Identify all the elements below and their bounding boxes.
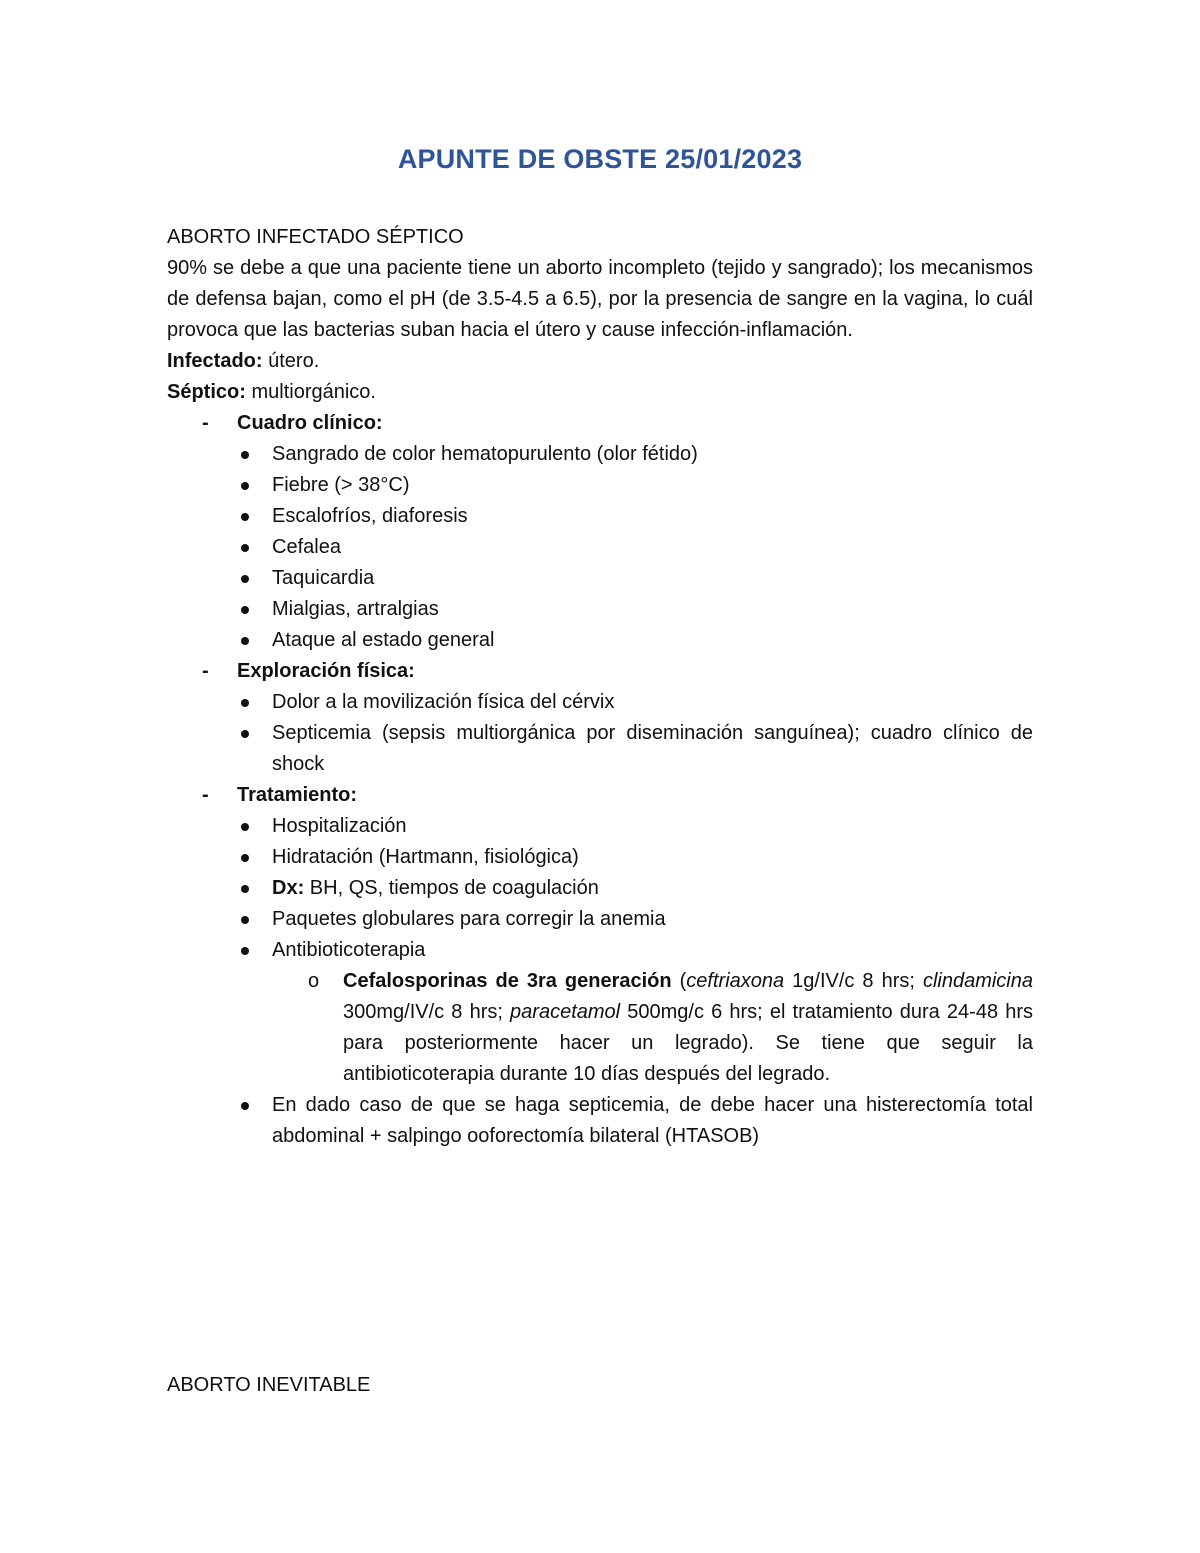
dx-label: Dx: — [272, 877, 305, 899]
infectado-line — [167, 346, 1033, 377]
exploracion-fisica-label: Exploración física: — [237, 660, 415, 682]
list-item-text: Sangrado de color hematopurulento (olor fétido) — [272, 443, 698, 465]
list-item — [237, 594, 1033, 625]
list-item-text: Taquicardia — [272, 567, 375, 589]
sub-list-item — [272, 966, 1033, 1090]
list-item — [237, 904, 1033, 935]
section-aborto-inevitable — [167, 1370, 370, 1401]
cuadro-clinico-list — [237, 439, 1033, 656]
bullet-icon — [241, 699, 249, 707]
list-item — [237, 625, 1033, 656]
drug-name: ceftriaxona — [686, 970, 785, 992]
sub-text: 1g/IV/c 8 hrs; — [784, 970, 923, 992]
dash-marker: - — [202, 412, 209, 434]
bullet-icon — [241, 575, 249, 583]
dash-marker: - — [202, 784, 209, 806]
list-item — [237, 439, 1033, 470]
section-heading: ABORTO INFECTADO SÉPTICO — [167, 226, 464, 248]
bullet-icon — [241, 916, 249, 924]
list-item — [237, 1090, 1033, 1152]
sub-text: ( — [671, 970, 687, 992]
list-item-text: Fiebre (> 38°C) — [272, 474, 410, 496]
bullet-icon — [241, 1102, 249, 1110]
dash-item-tratamiento — [167, 780, 1033, 1152]
tratamiento-label: Tratamiento: — [237, 784, 358, 806]
list-item — [237, 842, 1033, 873]
section-heading: ABORTO INEVITABLE — [167, 1374, 371, 1396]
list-item — [237, 501, 1033, 532]
dash-list — [167, 408, 1033, 1152]
list-item-text: En dado caso de que se haga septicemia, de debe hacer una histerectomía total abdominal + salpingo ooforectomía bilateral (HTASOB) — [272, 1094, 1033, 1147]
dx-text: BH, QS, tiempos de coagulación — [304, 877, 599, 899]
list-item-text: Escalofríos, diaforesis — [272, 505, 468, 527]
exploracion-fisica-list — [237, 687, 1033, 780]
dash-item-cuadro-clinico — [167, 408, 1033, 656]
septico-line — [167, 377, 1033, 408]
list-item-text: Cefalea — [272, 536, 341, 558]
list-item-text: Dolor a la movilización física del cérvix — [272, 691, 615, 713]
sub-text: 500mg/c 6 hrs; el tratamiento dura 24-48 hrs para posteriormente hacer un legrado). Se tiene que seguir la antibioticoterapia durante 10 días después del legrado. — [343, 1001, 1033, 1085]
list-item-text: Ataque al estado general — [272, 629, 495, 651]
list-item — [237, 935, 1033, 1090]
bullet-icon — [241, 854, 249, 862]
drug-name: paracetamol — [510, 1001, 621, 1023]
dash-marker: - — [202, 660, 209, 682]
cefalosporinas-label: Cefalosporinas de 3ra generación — [343, 970, 672, 992]
intro-paragraph: 90% se debe a que una paciente tiene un aborto incompleto (tejido y sangrado); los mecanismos de defensa bajan, como el pH (de 3.5-4.5 a 6.5), por la presencia de sangre en la vagina, lo cuál provoca que las bacterias suban hacia el útero y cause infección-inflamación. — [167, 257, 1033, 341]
list-item-text: Paquetes globulares para corregir la anemia — [272, 908, 666, 930]
antibioticoterapia-sublist — [272, 966, 1033, 1090]
infectado-label: Infectado: — [167, 350, 263, 372]
dash-item-exploracion-fisica — [167, 656, 1033, 780]
septico-label: Séptico: — [167, 381, 246, 403]
bullet-icon — [241, 544, 249, 552]
bullet-icon — [241, 885, 249, 893]
list-item — [237, 687, 1033, 718]
list-item — [237, 532, 1033, 563]
tratamiento-list — [237, 811, 1033, 1152]
drug-name: clindamicina — [922, 970, 1033, 992]
circle-bullet-icon: o — [308, 970, 320, 992]
list-item — [237, 873, 1033, 904]
list-item — [237, 811, 1033, 842]
bullet-icon — [241, 947, 249, 955]
document-title: APUNTE DE OBSTE 25/01/2023 — [397, 144, 803, 174]
septico-text: multiorgánico. — [245, 381, 376, 403]
cuadro-clinico-label: Cuadro clínico: — [237, 412, 383, 434]
bullet-icon — [241, 730, 249, 738]
list-item-text: Hospitalización — [272, 815, 407, 837]
bullet-icon — [241, 606, 249, 614]
bullet-icon — [241, 451, 249, 459]
list-item — [237, 718, 1033, 780]
sub-text: 300mg/IV/c 8 hrs; — [343, 1001, 511, 1023]
bullet-icon — [241, 637, 249, 645]
bullet-icon — [241, 823, 249, 831]
bullet-icon — [241, 513, 249, 521]
infectado-text: útero. — [262, 350, 320, 372]
section-aborto-infectado — [167, 222, 1033, 1152]
list-item — [237, 563, 1033, 594]
list-item-text: Septicemia (sepsis multiorgánica por diseminación sanguínea); cuadro clínico de shock — [272, 722, 1033, 775]
list-item — [237, 470, 1033, 501]
list-item-text: Hidratación (Hartmann, fisiológica) — [272, 846, 579, 868]
list-item-text: Mialgias, artralgias — [272, 598, 439, 620]
bullet-icon — [241, 482, 249, 490]
list-item-text: Antibioticoterapia — [272, 939, 426, 961]
